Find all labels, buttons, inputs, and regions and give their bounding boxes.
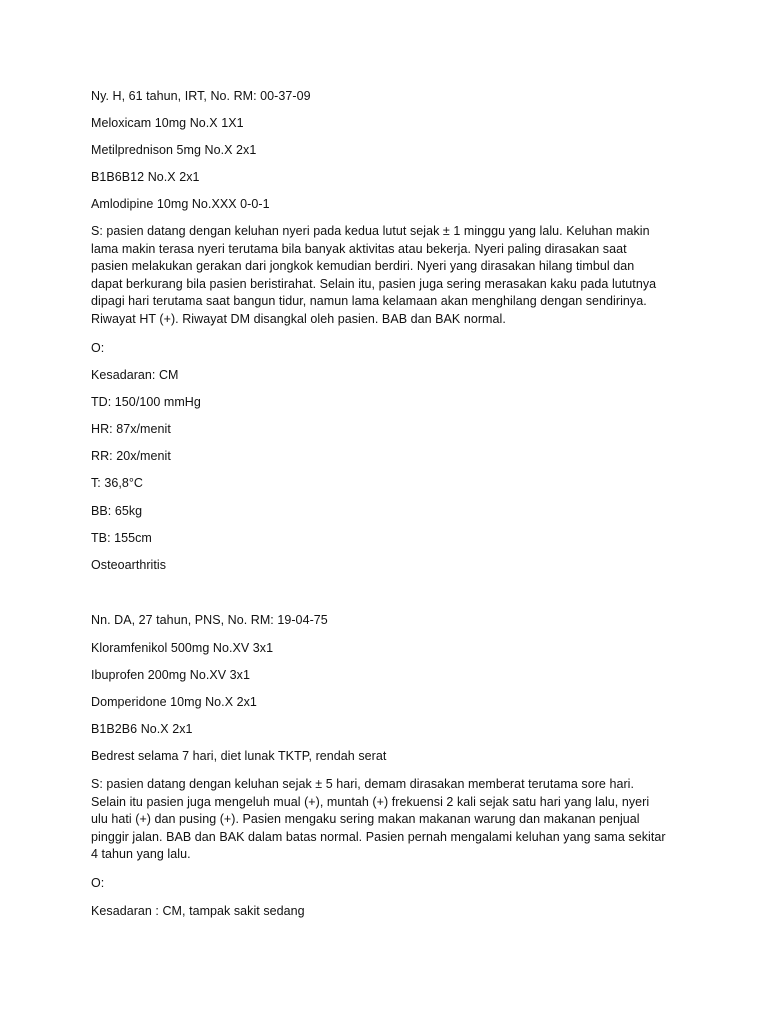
case2-objective-label: O:: [91, 876, 105, 890]
case1-objective-temp: T: 36,8°C: [91, 476, 144, 490]
case1-header: Ny. H, 61 tahun, IRT, No. RM: 00-37-09: [91, 89, 311, 103]
case2-rx-5: Bedrest selama 7 hari, diet lunak TKTP, rendah serat: [91, 749, 387, 763]
case1-objective-label: O:: [91, 341, 105, 355]
case1-objective-bb: BB: 65kg: [91, 504, 143, 518]
case2-subjective-line: S: pasien datang dengan keluhan sejak ± 5 hari, demam dirasakan memberat terutama sore hari.: [91, 777, 635, 791]
case2-header: Nn. DA, 27 tahun, PNS, No. RM: 19-04-75: [91, 613, 328, 627]
case2-rx-2: Ibuprofen 200mg No.XV 3x1: [91, 668, 250, 682]
case1-rx-4: Amlodipine 10mg No.XXX 0-0-1: [91, 197, 270, 211]
case1-objective-tb: TB: 155cm: [91, 531, 152, 545]
case1-diagnosis: Osteoarthritis: [91, 558, 167, 572]
case1-objective-rr: RR: 20x/menit: [91, 449, 171, 463]
case1-rx-2: Metilprednison 5mg No.X 2x1: [91, 143, 257, 157]
case1-rx-3: B1B6B12 No.X 2x1: [91, 170, 200, 184]
case1-subjective-line: dapat berkurang bila pasien beristirahat. Selain itu, pasien juga sering merasakan kaku pada lututnya: [91, 276, 657, 291]
case1-subjective-line: dipagi hari terutama saat bangun tidur, namun lama kelamaan akan menghilang dengan sendirinya.: [91, 294, 647, 309]
case1-objective-kesadaran: Kesadaran: CM: [91, 368, 179, 382]
case2-objective-kesadaran: Kesadaran : CM, tampak sakit sedang: [91, 904, 305, 918]
case2-rx-3: Domperidone 10mg No.X 2x1: [91, 695, 257, 709]
case1-subjective-line: Riwayat HT (+). Riwayat DM disangkal oleh pasien. BAB dan BAK normal.: [91, 311, 506, 326]
case1-objective-hr: HR: 87x/menit: [91, 422, 171, 436]
case2-subjective: [91, 776, 691, 864]
case2-subjective-line: pinggir jalan. BAB dan BAK dalam batas normal. Pasien pernah mengalami keluhan yang sama sekitar: [91, 829, 666, 844]
case1-rx-1: Meloxicam 10mg No.X 1X1: [91, 116, 244, 130]
case2-rx-4: B1B2B6 No.X 2x1: [91, 722, 193, 736]
case1-subjective-line: S: pasien datang dengan keluhan nyeri pada kedua lutut sejak ± 1 minggu yang lalu. Keluhan makin: [91, 224, 650, 238]
case2-rx-1: Kloramfenikol 500mg No.XV 3x1: [91, 641, 274, 655]
case1-subjective-line: lama makin terasa nyeri terutama bila banyak aktivitas atau bekerja. Nyeri paling dirasakan saat: [91, 241, 627, 256]
case1-objective-td: TD: 150/100 mmHg: [91, 395, 201, 409]
case1-subjective: [91, 223, 691, 329]
case2-subjective-line: 4 tahun yang lalu.: [91, 847, 191, 862]
case2-subjective-line: Selain itu pasien juga mengeluh mual (+), muntah (+) frekuensi 2 kali sejak satu hari yang lalu, nyeri: [91, 794, 650, 809]
case2-subjective-line: ulu hati (+) dan pusing (+). Pasien mengaku sering makan makanan warung dan makanan penjual: [91, 812, 640, 827]
case1-subjective-line: pasien melakukan gerakan dari jongkok kemudian berdiri. Nyeri yang dirasakan hilang timbul dan: [91, 259, 635, 274]
